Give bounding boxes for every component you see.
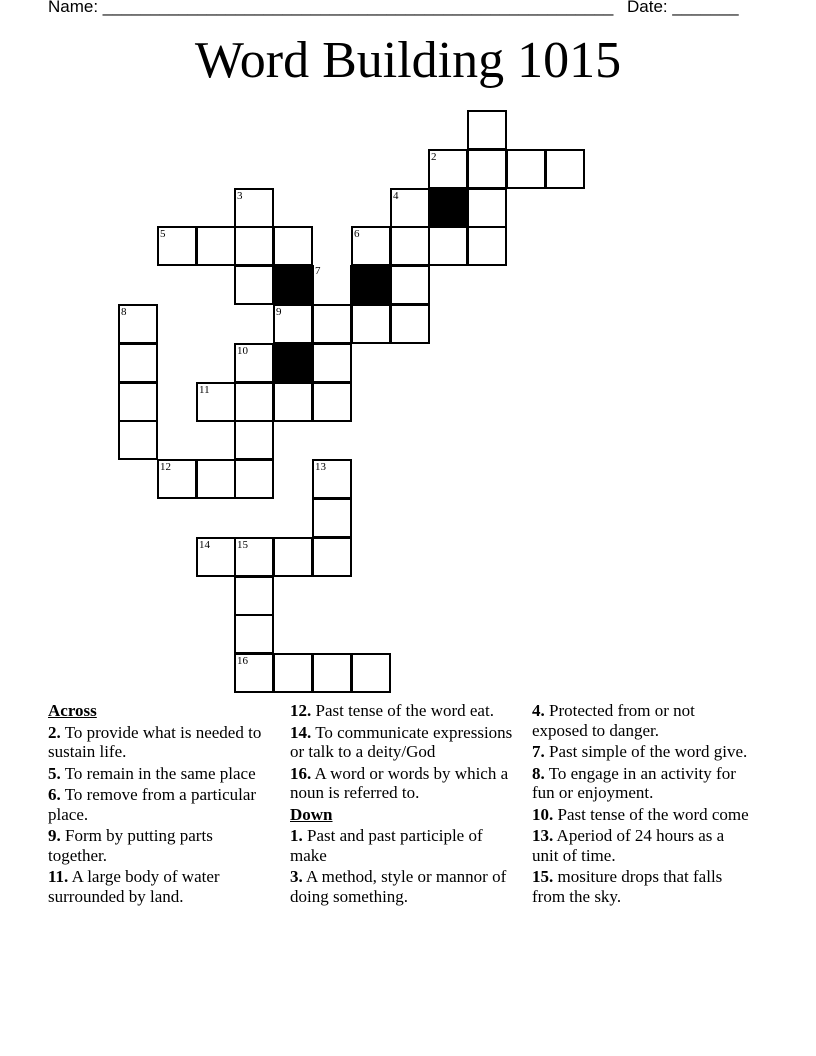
clue-column-1	[48, 701, 266, 908]
crossword-cell[interactable]	[157, 459, 197, 499]
crossword-cell[interactable]	[273, 537, 313, 577]
clue-item-number: 11.	[48, 867, 69, 886]
clue-number: 5	[160, 228, 166, 240]
clue-item-text: To communicate expressions or talk to a deity/God	[290, 722, 513, 761]
clue-item-text: Past simple of the word give.	[544, 742, 748, 761]
crossword-cell[interactable]	[390, 265, 430, 305]
crossword-cell[interactable]	[390, 226, 430, 266]
crossword-cell[interactable]	[196, 382, 236, 422]
clue-item-text: Past and past participle of make	[290, 826, 483, 865]
crossword-cell[interactable]	[428, 226, 468, 266]
clue-item-number: 3.	[290, 867, 303, 886]
crossword-cell[interactable]	[312, 304, 352, 344]
crossword-block-cell	[273, 343, 313, 383]
clue-item-number: 4.	[532, 701, 545, 720]
clue-number: 14	[199, 539, 210, 551]
clue-number: 16	[237, 655, 248, 667]
crossword-block-cell	[273, 265, 313, 305]
clue-number: 13	[315, 461, 326, 473]
crossword-cell[interactable]	[234, 459, 274, 499]
clue-item	[48, 867, 266, 906]
clue-item-text: To remain in the same place	[60, 763, 256, 783]
crossword-cell[interactable]	[312, 459, 352, 499]
clue-item	[48, 826, 266, 865]
clue-number: 9	[276, 306, 282, 318]
clue-item-text: Aperiod of 24 hours as a unit of time.	[532, 826, 725, 865]
clue-number: 3	[237, 190, 243, 202]
crossword-cell[interactable]	[273, 304, 313, 344]
clue-number: 10	[237, 345, 248, 357]
clue-item	[290, 723, 515, 762]
crossword-cell[interactable]	[196, 459, 236, 499]
crossword-cell[interactable]	[351, 304, 391, 344]
crossword-cell[interactable]	[196, 226, 236, 266]
section-heading: Down	[290, 804, 333, 824]
crossword-cell[interactable]	[351, 226, 391, 266]
clue-item	[48, 723, 266, 762]
clue-item-number: 1.	[290, 826, 303, 845]
clue-number: 7	[315, 265, 321, 277]
crossword-cell[interactable]	[273, 226, 313, 266]
crossword-cell[interactable]	[312, 382, 352, 422]
crossword-cell[interactable]	[312, 265, 352, 305]
clue-item-text: A large body of water surrounded by land.	[48, 867, 220, 906]
clue-item	[290, 867, 515, 906]
clue-item-text: Protected from or not exposed to danger.	[532, 701, 695, 740]
clue-item-text: To engage in an activity for fun or enjoyment.	[532, 763, 736, 802]
crossword-cell[interactable]	[390, 188, 430, 228]
clue-item-number: 14.	[290, 722, 312, 742]
crossword-cell[interactable]	[234, 537, 274, 577]
crossword-cell[interactable]	[273, 382, 313, 422]
clue-item-text: A method, style or mannor of doing something.	[290, 867, 507, 906]
header-line	[48, 0, 768, 17]
clue-item-text: Form by putting parts together.	[48, 826, 213, 865]
crossword-cell[interactable]	[467, 110, 507, 150]
clue-item	[290, 826, 515, 865]
crossword-cell[interactable]	[390, 304, 430, 344]
crossword-cell[interactable]	[428, 149, 468, 189]
clue-item	[48, 785, 266, 824]
clue-item	[290, 764, 515, 803]
clue-item-number: 16.	[290, 763, 312, 783]
crossword-cell[interactable]	[351, 653, 391, 693]
clue-number: 4	[393, 190, 399, 202]
clue-item-text: mositure drops that falls from the sky.	[532, 867, 723, 906]
clue-item	[532, 826, 754, 865]
clue-item	[290, 701, 515, 721]
crossword-cell[interactable]	[312, 537, 352, 577]
clue-item-number: 2.	[48, 722, 61, 742]
clue-item-text: To provide what is needed to sustain life.	[48, 722, 262, 761]
crossword-cell[interactable]	[234, 614, 274, 654]
crossword-cell[interactable]	[506, 149, 546, 189]
crossword-cell[interactable]	[234, 343, 274, 383]
clue-number: 2	[431, 151, 437, 163]
crossword-cell[interactable]	[312, 343, 352, 383]
clue-item	[532, 867, 754, 906]
clue-item-number: 10.	[532, 804, 554, 824]
crossword-cell[interactable]	[118, 343, 158, 383]
crossword-cell[interactable]	[234, 226, 274, 266]
clue-item-text: Past tense of the word eat.	[311, 701, 494, 720]
clue-item-number: 5.	[48, 763, 61, 783]
clue-number: 8	[121, 306, 127, 318]
crossword-cell[interactable]	[118, 420, 158, 460]
name-field[interactable]: Name: ______________________________________________________	[48, 0, 614, 16]
section-heading: Across	[48, 701, 97, 720]
crossword-cell[interactable]	[234, 420, 274, 460]
clue-item-text: To remove from a particular place.	[48, 785, 257, 824]
crossword-cell[interactable]	[234, 188, 274, 228]
crossword-cell[interactable]	[157, 226, 197, 266]
clue-item-number: 8.	[532, 763, 545, 783]
clue-item-number: 13.	[532, 826, 554, 845]
crossword-block-cell	[428, 188, 468, 228]
clue-item	[532, 701, 754, 740]
crossword-block-cell	[351, 265, 391, 305]
crossword-cell[interactable]	[312, 498, 352, 538]
clue-number: 15	[237, 539, 248, 551]
clue-number: 6	[354, 228, 360, 240]
clue-item-number: 7.	[532, 742, 545, 761]
clue-item-number: 15.	[532, 867, 554, 886]
crossword-cell[interactable]	[467, 188, 507, 228]
clue-column-3	[532, 701, 754, 908]
clue-item-text: A word or words by which a noun is referred to.	[290, 763, 509, 802]
crossword-cell[interactable]	[467, 149, 507, 189]
clue-item-number: 12.	[290, 701, 312, 720]
clue-item	[532, 742, 754, 762]
page-title: Word Building 1015	[194, 32, 622, 89]
clue-item	[48, 764, 266, 784]
clue-column-2	[290, 701, 515, 908]
crossword-cell[interactable]	[118, 304, 158, 344]
clue-item	[532, 805, 754, 825]
clue-number: 12	[160, 461, 171, 473]
crossword-cell[interactable]	[234, 265, 274, 305]
date-field[interactable]: Date: _______	[627, 0, 739, 16]
crossword-cell[interactable]	[234, 653, 274, 693]
crossword-cell[interactable]	[545, 149, 585, 189]
crossword-cell[interactable]	[234, 576, 274, 616]
clue-item	[532, 764, 754, 803]
crossword-cell[interactable]	[273, 653, 313, 693]
clue-number: 11	[199, 384, 210, 396]
crossword-cell[interactable]	[467, 226, 507, 266]
crossword-cell[interactable]	[312, 653, 352, 693]
crossword-cell[interactable]	[196, 537, 236, 577]
crossword-cell[interactable]	[234, 382, 274, 422]
clue-item-text: Past tense of the word come	[553, 804, 749, 824]
clue-item-number: 9.	[48, 826, 61, 845]
clue-item-number: 6.	[48, 785, 61, 804]
crossword-cell[interactable]	[118, 382, 158, 422]
